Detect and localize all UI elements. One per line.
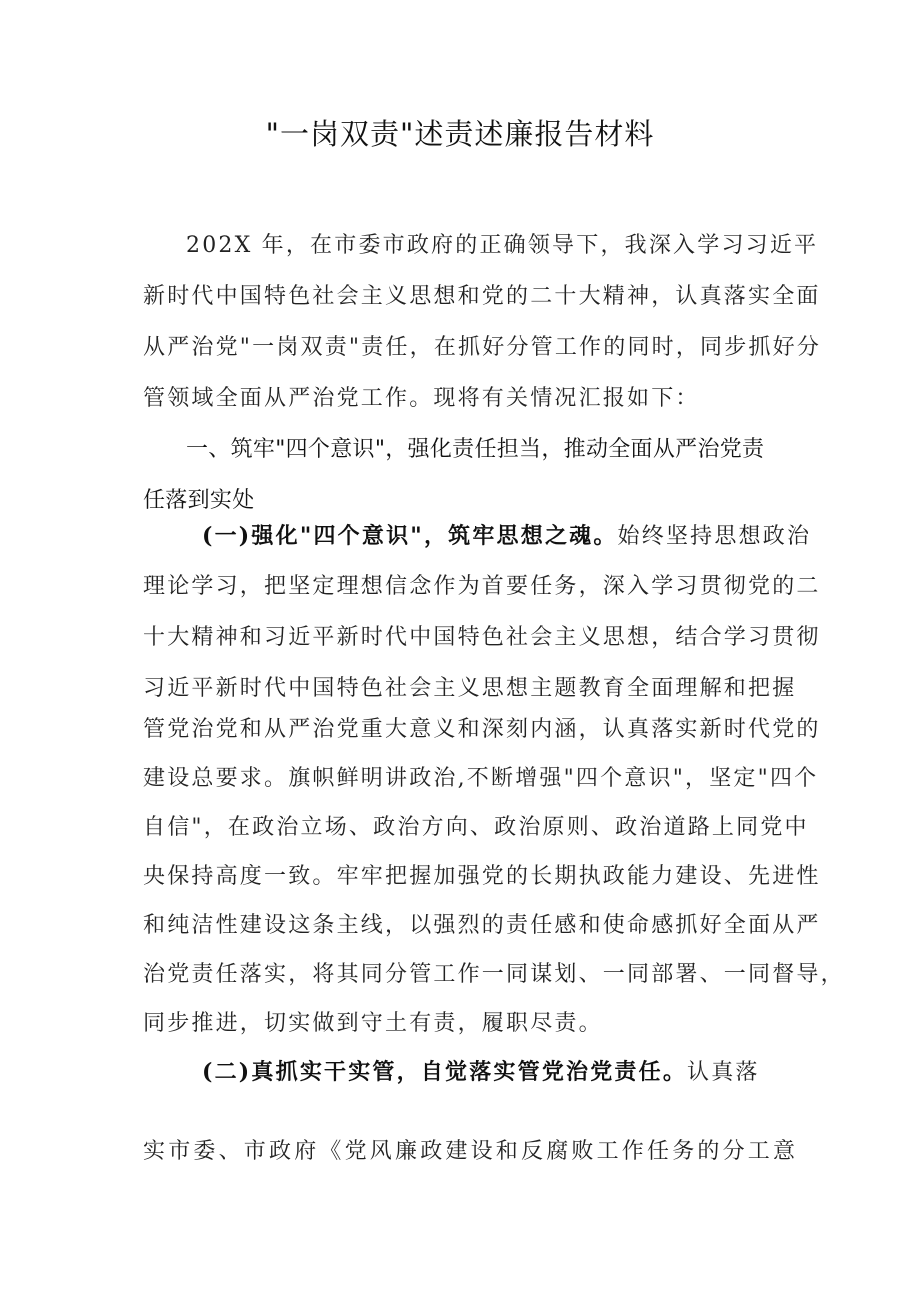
document-title: "一岗双责"述责述廉报告材料: [265, 117, 655, 151]
paragraph-line: 习近平新时代中国特色社会主义思想主题教育全面理解和把握: [143, 676, 797, 701]
paragraph-line: 同步推进，切实做到守土有责，履职尽责。: [143, 1011, 603, 1036]
subsection-heading: (一)强化"四个意识"，筑牢思想之魂。: [202, 523, 618, 549]
paragraph-line: 建设总要求。旗帜鲜明讲政治,不断增强"四个意识"，坚定"四个: [143, 766, 819, 791]
paragraph-line: 自信"，在政治立场、政治方向、政治原则、政治道路上同党中: [143, 815, 809, 840]
intro-line: 202X 年，在市委市政府的正确领导下，我深入学习习近平: [186, 233, 819, 258]
paragraph-line: 十大精神和习近平新时代中国特色社会主义思想，结合学习贯彻: [143, 625, 821, 650]
subsection-first-line: [202, 1054, 783, 1091]
intro-line: 管领域全面从严治党工作。现将有关情况汇报如下：: [143, 386, 700, 411]
paragraph-text: 认真落: [687, 1060, 760, 1085]
paragraph-line: 和纯洁性建设这条主线，以强烈的责任感和使命感抓好全面从严: [143, 913, 821, 938]
paragraph-line: 治党责任落实，将其同分管工作一同谋划、一同部署、一同督导，: [143, 962, 845, 987]
intro-line: 新时代中国特色社会主义思想和党的二十大精神，认真落实全面: [143, 284, 821, 309]
paragraph-line: 理论学习，把坚定理想信念作为首要任务，深入学习贯彻党的二: [143, 574, 821, 599]
intro-line: 从严治党"一岗双责"责任，在抓好分管工作的同时，同步抓好分: [143, 335, 822, 360]
paragraph-line: 管党治党和从严治党重大意义和深刻内涵，认真落实新时代党的: [143, 717, 821, 742]
paragraph-text: 始终坚持思想政治: [617, 524, 812, 549]
paragraph-line: 央保持高度一致。牢牢把握加强党的长期执政能力建设、先进性: [143, 864, 821, 889]
subsection-heading: (二)真抓实干实管，自觉落实管党治党责任。: [202, 1059, 688, 1085]
section-heading: 任落到实处: [143, 488, 255, 513]
section-heading: 一、筑牢"四个意识"，强化责任担当，推动全面从严治党责: [186, 437, 765, 462]
paragraph-line: 实市委、市政府《党风廉政建设和反腐败工作任务的分工意: [143, 1139, 799, 1164]
subsection-first-line: [202, 518, 812, 555]
